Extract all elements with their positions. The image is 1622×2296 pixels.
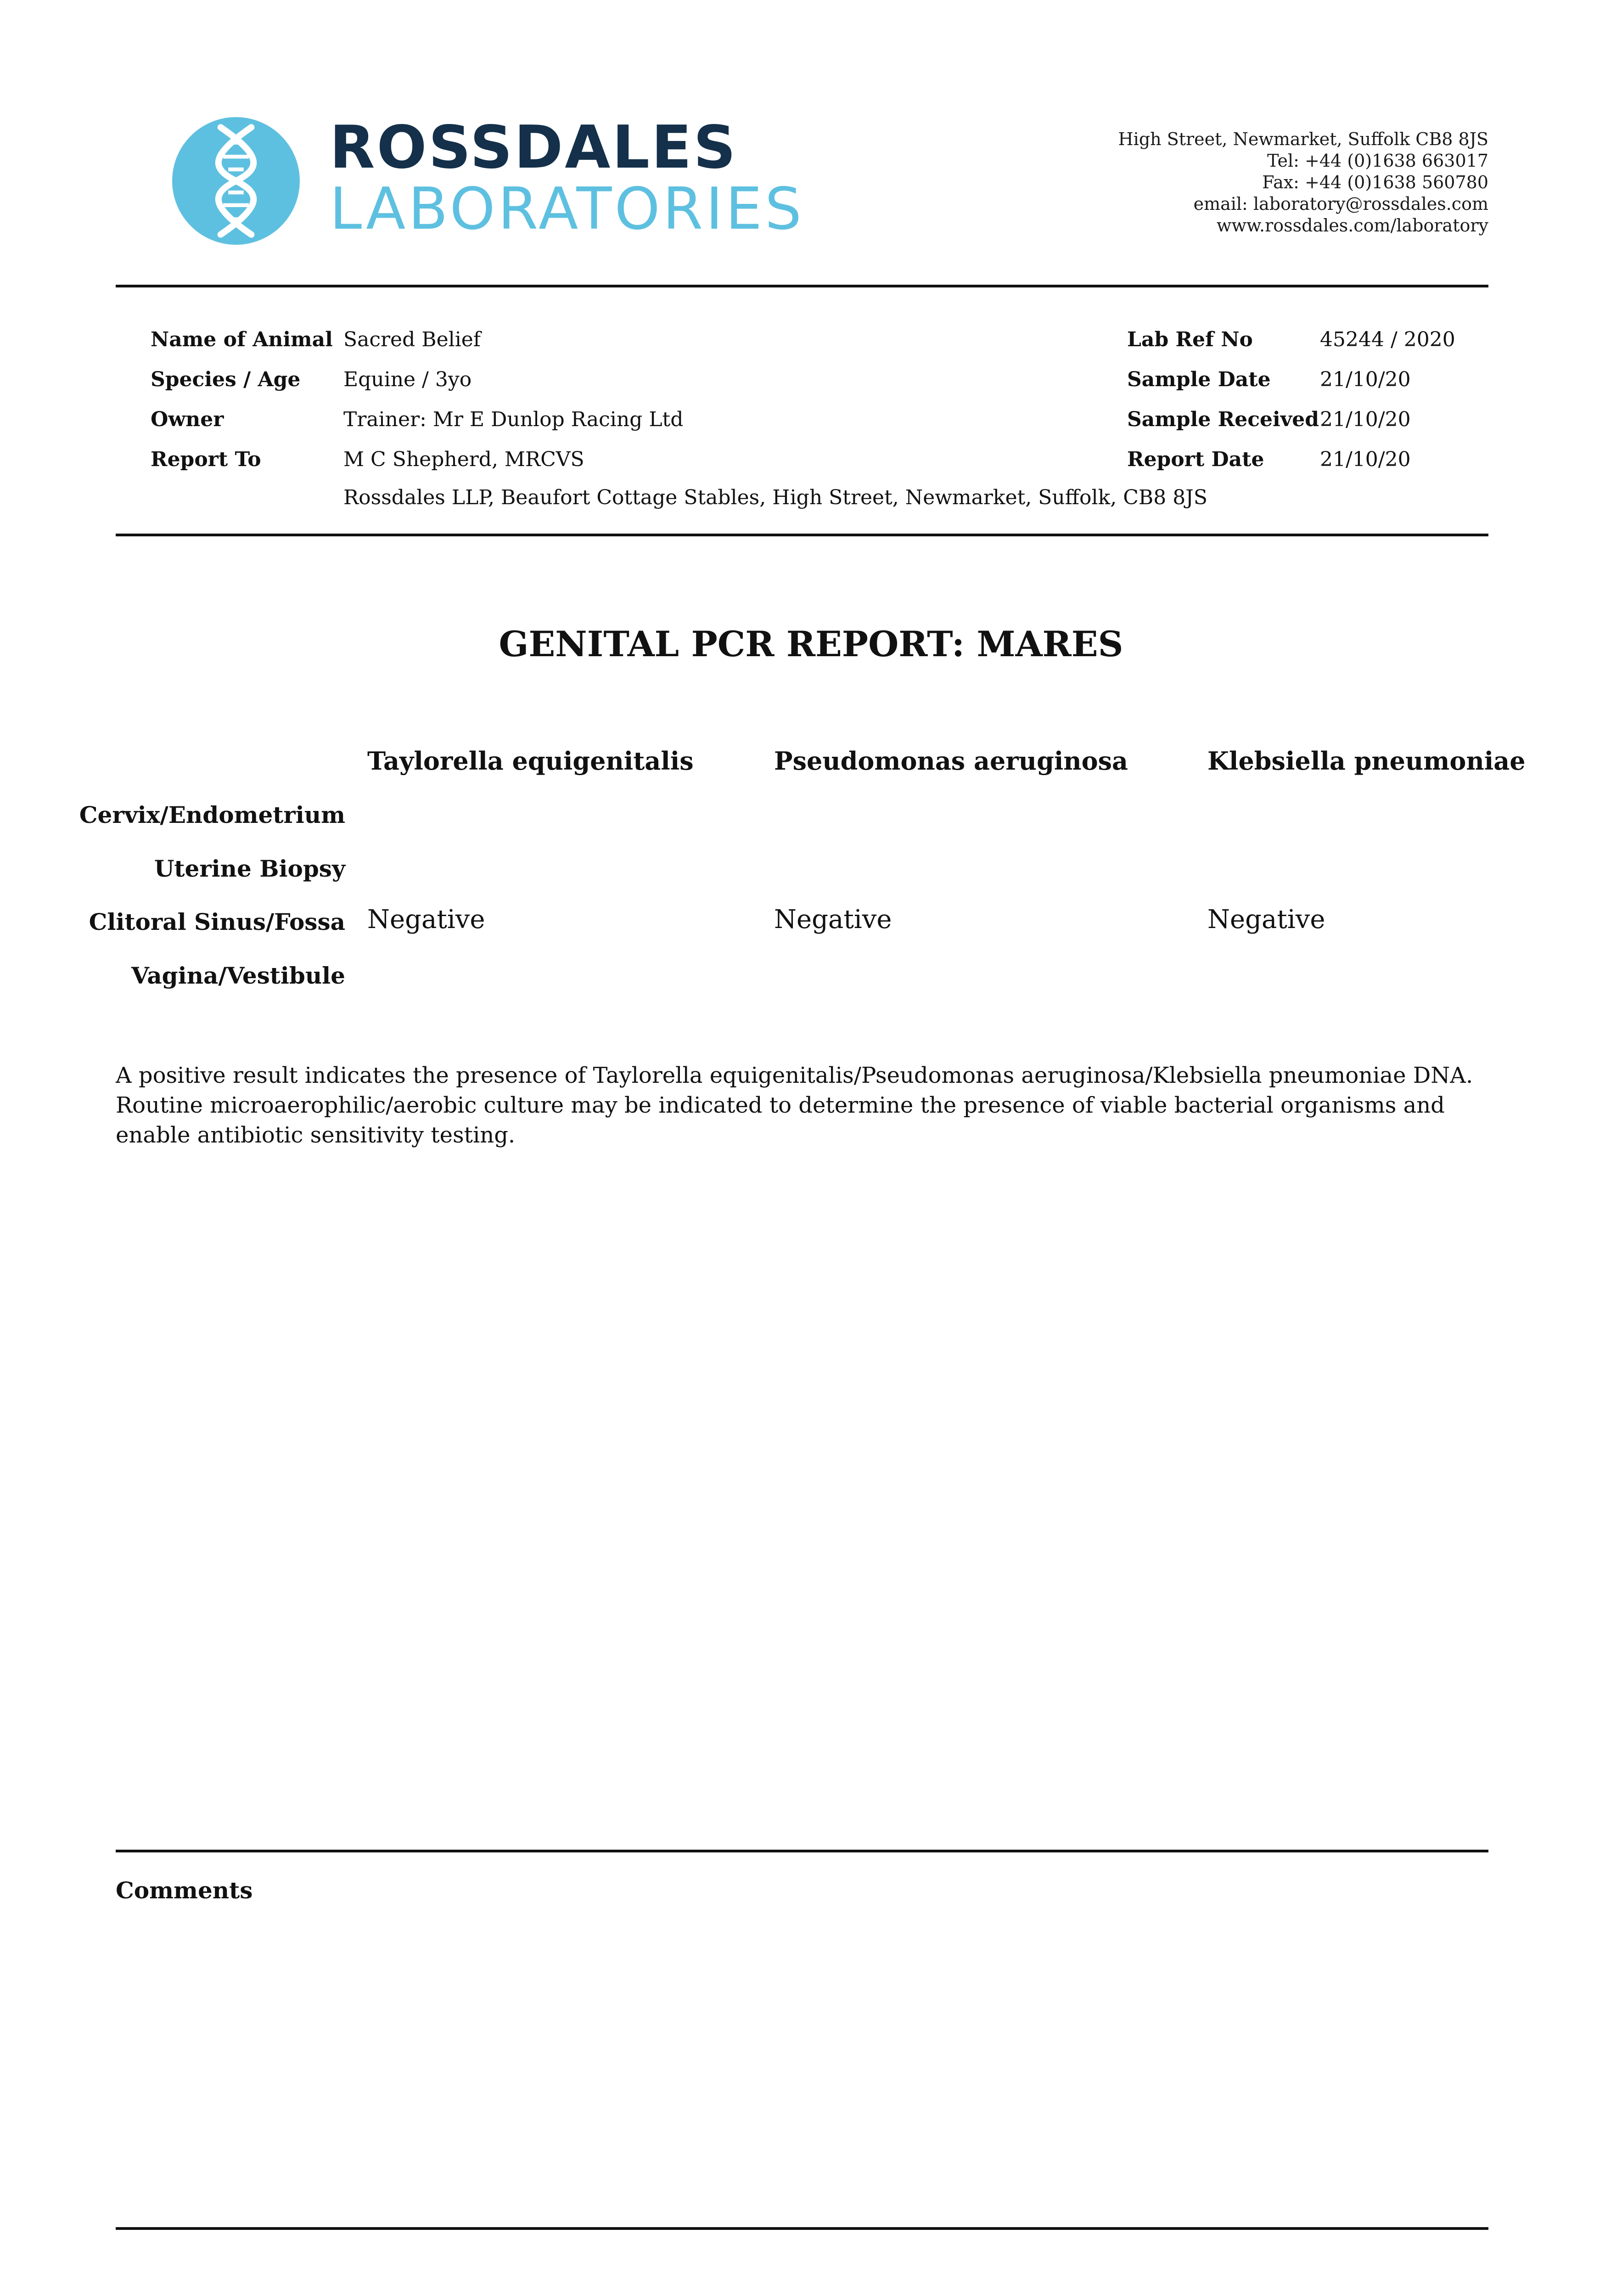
contact-email: email: laboratory@rossdales.com [1193, 194, 1488, 214]
species-age-label: Species / Age [151, 368, 301, 391]
dna-helix-icon [172, 117, 300, 245]
column-header-klebsiella: Klebsiella pneumoniae [1207, 746, 1526, 776]
column-header-taylorella: Taylorella equigenitalis [367, 746, 694, 776]
info-divider [116, 534, 1488, 536]
owner-label: Owner [151, 408, 224, 431]
sample-date-label: Sample Date [1127, 368, 1271, 391]
column-header-pseudomonas: Pseudomonas aeruginosa [774, 746, 1128, 776]
sample-date-value: 21/10/20 [1320, 368, 1411, 391]
report-to-value: M C Shepherd, MRCVS [343, 448, 584, 471]
row-label-vagina-vestibule: Vagina/Vestibule [131, 962, 345, 989]
lab-ref-label: Lab Ref No [1127, 328, 1253, 351]
row-label-uterine-biopsy: Uterine Biopsy [154, 855, 345, 882]
name-of-animal-label: Name of Animal [151, 328, 333, 351]
comments-divider [116, 1850, 1488, 1852]
contact-fax: Fax: +44 (0)1638 560780 [1262, 172, 1488, 192]
contact-website: www.rossdales.com/laboratory [1216, 215, 1488, 236]
header-divider [116, 285, 1488, 287]
result-cell-taylorella-clitoral: Negative [367, 905, 485, 934]
report-to-address: Rossdales LLP, Beaufort Cottage Stables, High Street, Newmarket, Suffolk, CB8 8JS [343, 486, 1207, 509]
result-cell-pseudomonas-clitoral: Negative [774, 905, 892, 934]
owner-value: Trainer: Mr E Dunlop Racing Ltd [343, 408, 684, 431]
row-label-clitoral-sinus-fossa: Clitoral Sinus/Fossa [89, 908, 345, 935]
contact-block [1118, 129, 1488, 236]
species-age-value: Equine / 3yo [343, 368, 472, 391]
sample-received-value: 21/10/20 [1320, 408, 1411, 431]
brand-name-line2: LABORATORIES [330, 175, 804, 242]
brand-name-line1: ROSSDALES [330, 113, 738, 182]
name-of-animal-value: Sacred Belief [343, 328, 481, 351]
row-label-cervix-endometrium: Cervix/Endometrium [79, 801, 345, 828]
report-to-label: Report To [151, 448, 261, 471]
comments-label: Comments [116, 1877, 253, 1904]
interpretation-note: A positive result indicates the presence of Taylorella equigenitalis/Pseudomonas aeruginosa/Klebsiella pneumoniae DNA. Routine microaerophilic/aerobic culture may be indicated to determine the presence of viable bacterial organisms and enable antibiotic sensitivity testing. [116, 1063, 1473, 1148]
result-cell-klebsiella-clitoral: Negative [1207, 905, 1325, 934]
report-title: GENITAL PCR REPORT: MARES [499, 624, 1123, 664]
sample-received-label: Sample Received [1127, 408, 1319, 431]
lab-ref-value: 45244 / 2020 [1320, 328, 1455, 351]
footer-divider [116, 2227, 1488, 2230]
report-date-label: Report Date [1127, 448, 1264, 471]
contact-address: High Street, Newmarket, Suffolk CB8 8JS [1118, 129, 1488, 149]
contact-tel: Tel: +44 (0)1638 663017 [1267, 151, 1488, 171]
report-date-value: 21/10/20 [1320, 448, 1411, 471]
